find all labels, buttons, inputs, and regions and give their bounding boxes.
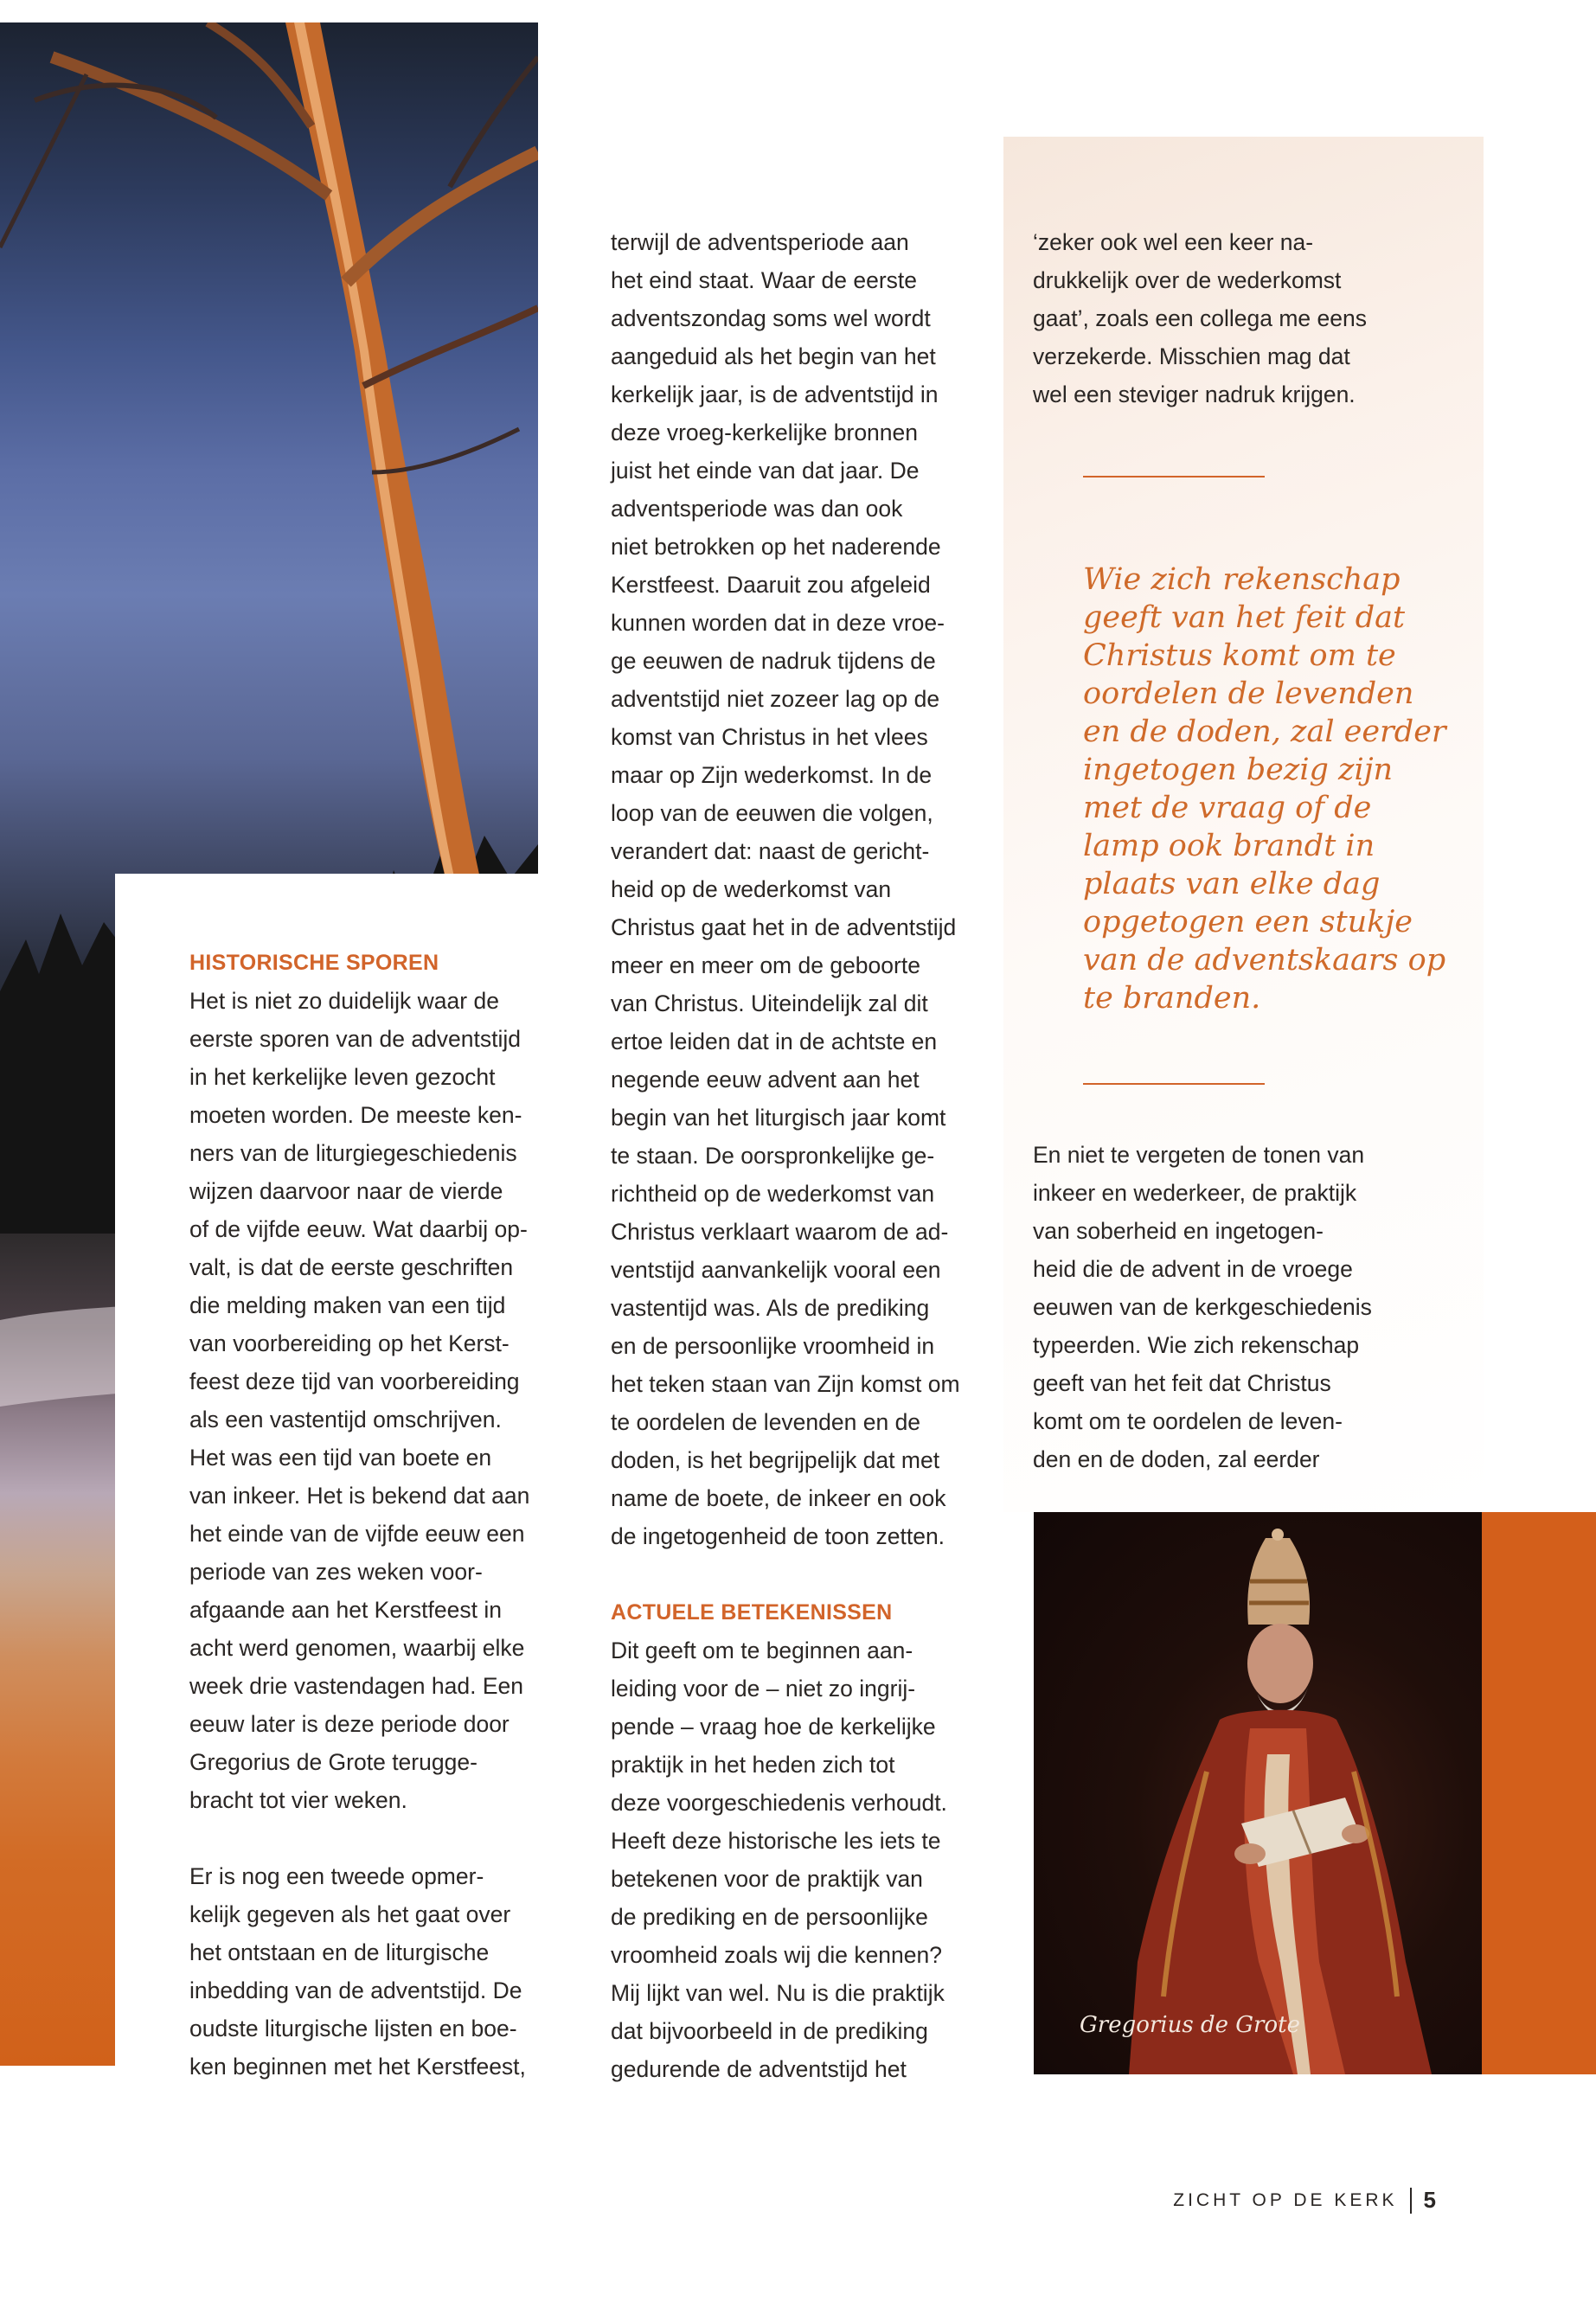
text-line: Christus gaat het in de adventstijd — [611, 914, 957, 940]
section-heading-actuele-betekenissen: ACTUELE BETEKENISSEN — [611, 1600, 893, 1625]
quote-line: met de vraag of de — [1083, 791, 1372, 825]
left-text-column — [189, 944, 529, 2086]
text-line: pende – vraag hoe de kerkelijke — [611, 1714, 936, 1740]
paragraph-gap — [189, 1819, 529, 1857]
text-line: het ontstaan en de liturgische — [189, 1939, 490, 1965]
quote-line: te branden. — [1083, 981, 1261, 1016]
text-line: het teken staan van Zijn komst om — [611, 1371, 960, 1397]
text-line: deze vroeg-kerkelijke bronnen — [611, 420, 919, 445]
image-caption: Gregorius de Grote — [1080, 2012, 1300, 2038]
section-heading-historische-sporen: HISTORISCHE SPOREN — [189, 951, 439, 975]
text-line: in het kerkelijke leven gezocht — [189, 1064, 496, 1090]
text-line: vastentijd was. Als de prediking — [611, 1295, 930, 1321]
footer-divider — [1410, 2188, 1412, 2214]
text-line: feest deze tijd van voorbereiding — [189, 1368, 520, 1394]
text-line: van voorbereiding op het Kerst- — [189, 1330, 510, 1356]
text-line: komst van Christus in het vlees — [611, 724, 928, 750]
text-line: Heeft deze historische les iets te — [611, 1828, 941, 1854]
text-line: eeuwen van de kerkgeschiedenis — [1033, 1294, 1372, 1320]
text-line: dat bijvoorbeeld in de prediking — [611, 2018, 928, 2044]
text-line: loop van de eeuwen die volgen, — [611, 800, 933, 826]
text-line: kunnen worden dat in deze vroe- — [611, 610, 945, 636]
quote-line: ingetogen bezig zijn — [1083, 753, 1394, 787]
text-line: oudste liturgische lijsten en boe- — [189, 2016, 517, 2041]
quote-line: opgetogen een stukje — [1083, 905, 1413, 939]
text-line: moeten worden. De meeste ken- — [189, 1102, 522, 1128]
text-line: of de vijfde eeuw. Wat daarbij op- — [189, 1216, 528, 1242]
text-line: aangeduid als het begin van het — [611, 343, 936, 369]
text-line: wel een steviger nadruk krijgen. — [1033, 381, 1356, 407]
text-line: van Christus. Uiteindelijk zal dit — [611, 990, 928, 1016]
text-line: Dit geeft om te beginnen aan- — [611, 1638, 913, 1663]
text-line: heid die de advent in de vroege — [1033, 1256, 1353, 1282]
text-line: adventsperiode was dan ook — [611, 496, 903, 522]
quote-top-rule — [1083, 476, 1265, 478]
text-line: ken beginnen met het Kerstfeest, — [189, 2054, 526, 2080]
text-line: te oordelen de levenden en de — [611, 1409, 921, 1435]
text-line: als een vastentijd omschrijven. — [189, 1407, 502, 1433]
text-line: Kerstfeest. Daaruit zou afgeleid — [611, 572, 931, 598]
text-line: inbedding van de adventstijd. De — [189, 1977, 522, 2003]
text-line: Het is niet zo duidelijk waar de — [189, 988, 499, 1014]
text-line: drukkelijk over de wederkomst — [1033, 267, 1342, 293]
quote-line: oordelen de levenden — [1083, 676, 1414, 711]
text-line: te staan. De oorspronkelijke ge- — [611, 1143, 935, 1169]
text-line: adventszondag soms wel wordt — [611, 305, 931, 331]
text-line: name de boete, de inkeer en ook — [611, 1485, 946, 1511]
magazine-name: ZICHT OP DE KERK — [1173, 2189, 1398, 2210]
text-line: wijzen daarvoor naar de vierde — [189, 1178, 503, 1204]
portrait-illustration — [1034, 1512, 1482, 2074]
text-line: die melding maken van een tijd — [189, 1292, 506, 1318]
text-line: van inkeer. Het is bekend dat aan — [189, 1483, 530, 1509]
text-line: de prediking en de persoonlijke — [611, 1904, 928, 1930]
text-line: week drie vastendagen had. Een — [189, 1673, 523, 1699]
text-line: gedurende de adventstijd het — [611, 2056, 907, 2082]
text-line: leiding voor de – niet zo ingrij- — [611, 1676, 916, 1702]
text-line: en de persoonlijke vroomheid in — [611, 1333, 935, 1359]
text-line: betekenen voor de praktijk van — [611, 1866, 923, 1892]
text-line: ‘zeker ook wel een keer na- — [1033, 229, 1314, 255]
text-line: meer en meer om de geboorte — [611, 952, 920, 978]
right-text-column-bottom — [1033, 1136, 1372, 1478]
text-line: adventstijd niet zozeer lag op de — [611, 686, 940, 712]
quote-line: lamp ook brandt in — [1083, 829, 1375, 863]
text-line: het einde van de vijfde eeuw een — [189, 1521, 525, 1547]
text-line: Gregorius de Grote terugge- — [189, 1749, 478, 1775]
gregorius-portrait — [1034, 1512, 1482, 2074]
text-line: valt, is dat de eerste geschriften — [189, 1254, 514, 1280]
text-line: Er is nog een tweede opmer- — [189, 1863, 484, 1889]
text-line: verandert dat: naast de gericht- — [611, 838, 930, 864]
text-line: niet betrokken op het naderende — [611, 534, 941, 560]
quote-line: van de adventskaars op — [1083, 943, 1446, 977]
text-line: eeuw later is deze periode door — [189, 1711, 510, 1737]
text-line: eerste sporen van de adventstijd — [189, 1026, 522, 1052]
text-line: kerkelijk jaar, is de adventstijd in — [611, 381, 939, 407]
right-text-column-top — [1033, 223, 1367, 413]
quote-bottom-rule — [1083, 1083, 1265, 1085]
text-line: verzekerde. Misschien mag dat — [1033, 343, 1350, 369]
text-line: kelijk gegeven als het gaat over — [189, 1901, 511, 1927]
page-footer — [1173, 2187, 1436, 2214]
text-line: het eind staat. Waar de eerste — [611, 267, 918, 293]
text-line: acht werd genomen, waarbij elke — [189, 1635, 525, 1661]
orange-accent-block — [1481, 1512, 1596, 2074]
text-line: heid op de wederkomst van — [611, 876, 892, 902]
text-line: richtheid op de wederkomst van — [611, 1181, 935, 1207]
text-line: Het was een tijd van boete en — [189, 1445, 492, 1471]
quote-line: en de doden, zal eerder — [1083, 715, 1446, 749]
text-line: ge eeuwen de nadruk tijdens de — [611, 648, 936, 674]
text-line: praktijk in het heden zich tot — [611, 1752, 895, 1778]
text-line: periode van zes weken voor- — [189, 1559, 483, 1585]
text-line: komt om te oordelen de leven- — [1033, 1408, 1343, 1434]
text-line: terwijl de adventsperiode aan — [611, 229, 909, 255]
quote-line: plaats van elke dag — [1083, 867, 1381, 901]
text-line: maar op Zijn wederkomst. In de — [611, 762, 933, 788]
text-line: juist het einde van dat jaar. De — [611, 458, 920, 484]
text-line: vroomheid zoals wij die kennen? — [611, 1942, 942, 1968]
text-line: Christus verklaart waarom de ad- — [611, 1219, 949, 1245]
text-line: typeerden. Wie zich rekenschap — [1033, 1332, 1360, 1358]
text-line: bracht tot vier weken. — [189, 1787, 407, 1813]
text-line: inkeer en wederkeer, de praktijk — [1033, 1180, 1357, 1206]
pull-quote — [1083, 561, 1446, 1017]
text-line: doden, is het begrijpelijk dat met — [611, 1447, 940, 1473]
quote-line: Wie zich rekenschap — [1083, 562, 1401, 597]
text-line: deze voorgeschiedenis verhoudt. — [611, 1790, 947, 1816]
text-line: de ingetogenheid de toon zetten. — [611, 1523, 945, 1549]
text-line: Mij lijkt van wel. Nu is die praktijk — [611, 1980, 945, 2006]
text-line: den en de doden, zal eerder — [1033, 1446, 1320, 1472]
quote-line: Christus komt om te — [1083, 638, 1396, 673]
text-line: negende eeuw advent aan het — [611, 1067, 920, 1093]
text-line: afgaande aan het Kerstfeest in — [189, 1597, 502, 1623]
text-line: geeft van het feit dat Christus — [1033, 1370, 1331, 1396]
text-line: En niet te vergeten de tonen van — [1033, 1142, 1365, 1168]
paragraph-gap — [611, 1555, 960, 1593]
text-line: begin van het liturgisch jaar komt — [611, 1105, 946, 1131]
text-line: ventstijd aanvankelijk vooral een — [611, 1257, 941, 1283]
text-line: ertoe leiden dat in de achtste en — [611, 1029, 938, 1054]
text-line: ners van de liturgiegeschiedenis — [189, 1140, 517, 1166]
quote-line: geeft van het feit dat — [1083, 600, 1406, 635]
page-number: 5 — [1423, 2187, 1436, 2213]
middle-text-column — [611, 223, 960, 2088]
text-line: gaat’, zoals een collega me eens — [1033, 305, 1367, 331]
text-line: van soberheid en ingetogen- — [1033, 1218, 1324, 1244]
